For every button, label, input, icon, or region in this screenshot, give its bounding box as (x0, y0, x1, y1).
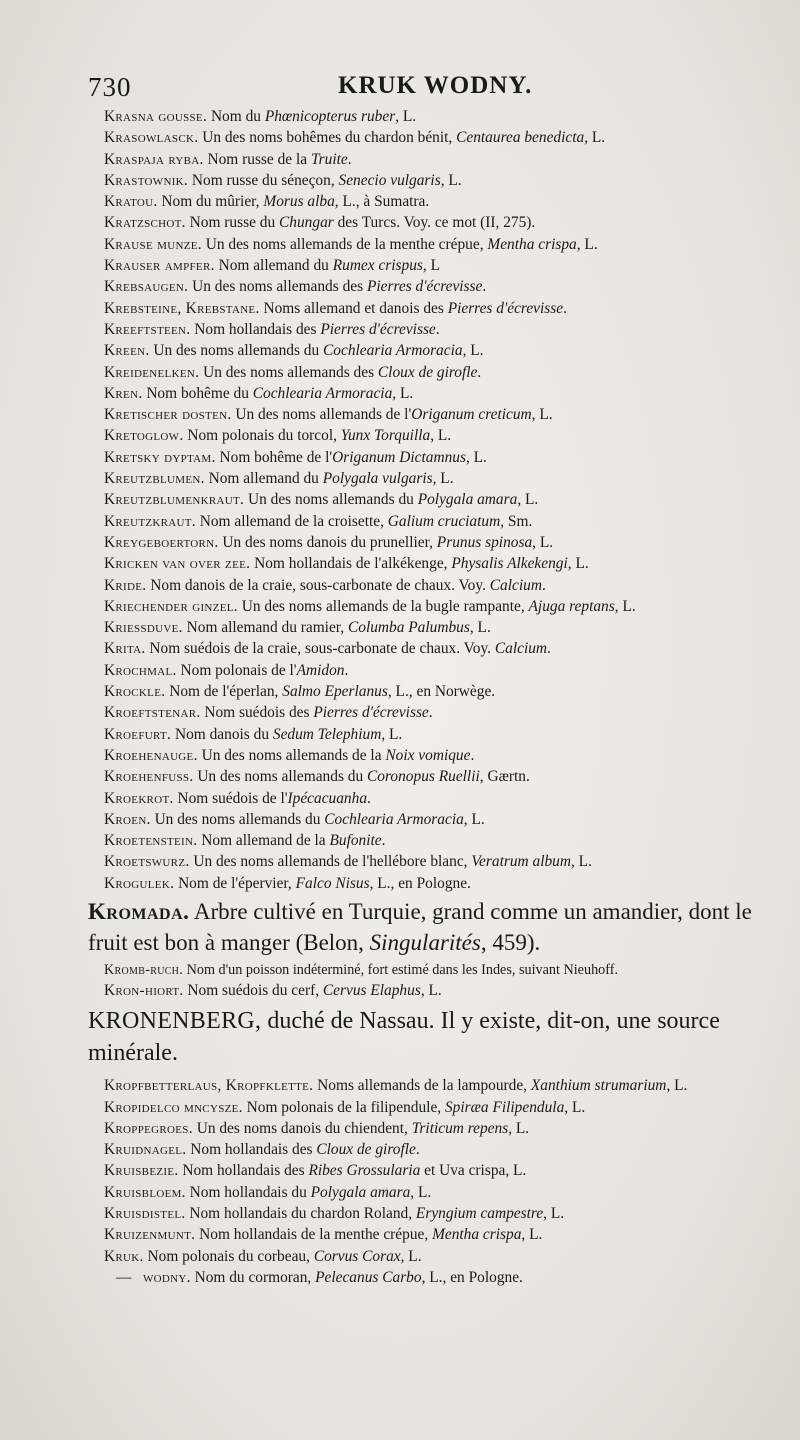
entry-definition: Nom allemand de la croisette, (195, 512, 388, 530)
entry-definition: Nom hollandais des (186, 1141, 317, 1159)
entry-scientific-name: Pierres d'écrevisse (366, 278, 483, 296)
entry-headword: Krockle. (104, 683, 166, 701)
entry-scientific-name: Origanum Dictamnus (332, 448, 466, 466)
entry-headword: Kroen. (104, 810, 151, 828)
entry-scientific-name: Falco Nisus (295, 874, 370, 892)
entry-headword: Kratou. (104, 193, 158, 211)
entry-tail: , L. (463, 810, 485, 828)
entry-scientific-name: Pelecanus Carbo (315, 1268, 422, 1286)
entry-headword: Kretischer dosten. (104, 406, 232, 424)
dictionary-entry (88, 468, 780, 489)
entry-tail: . (344, 661, 349, 679)
dictionary-entry (88, 319, 780, 340)
entry-headword: Kreutzkraut. (104, 512, 196, 530)
entry-tail: . (482, 278, 487, 296)
entry-definition: Nom polonais du torcol, (183, 427, 341, 445)
entry-headword: Kreygeboertorn. (104, 533, 219, 551)
dictionary-entry (88, 298, 780, 319)
entry-scientific-name: Triticum repens (411, 1119, 509, 1137)
entry-headword: Krause munze. (104, 235, 202, 253)
entry-definition: Un des noms allemands des (199, 363, 378, 381)
dictionary-entry (88, 511, 780, 532)
entry-tail: et Uva crispa, L. (420, 1162, 527, 1180)
entry-scientific-name: Bufonite (329, 832, 382, 850)
entry-definition: Nom allemand du (214, 257, 333, 275)
entry-headword: Kroehenauge. (104, 746, 198, 764)
dictionary-entry (88, 575, 780, 596)
entry-tail: . (347, 150, 352, 168)
entry-tail: . (541, 576, 546, 594)
dictionary-entry (88, 447, 780, 468)
dictionary-entry (88, 1182, 780, 1203)
entry-headword: Kromb-ruch. (104, 961, 184, 978)
entry-list-2 (88, 1097, 780, 1267)
entry-scientific-name: Veratrum album (471, 853, 571, 871)
entry-tail: , L. (392, 384, 414, 402)
dictionary-entry (88, 553, 780, 574)
entry-headword: Kreen. (104, 342, 150, 360)
entry-definition: Nom du cormoran, (190, 1268, 316, 1286)
dictionary-entry (88, 532, 780, 553)
entry-tail: , Gærtn. (479, 768, 530, 786)
entry-tail: , L. (410, 1183, 432, 1201)
entry-scientific-name: Chungar (279, 214, 334, 232)
entry-scientific-name: Polygala vulgaris (322, 470, 433, 488)
entry-kromada (88, 896, 780, 958)
entry-definition: Nom bohême du (142, 384, 253, 402)
dictionary-entry (88, 234, 780, 255)
entry-tail: , L. (469, 619, 491, 637)
entry-definition: Un des noms allemands de la bugle rampante, (237, 597, 529, 615)
entry-headword: Kropidelco mncysze. (104, 1098, 243, 1116)
entry-headword: Kroetswurz. (104, 853, 190, 871)
entry-tail: , L., à Sumatra. (334, 193, 430, 211)
entry-scientific-name: Polygala amara (310, 1183, 411, 1201)
dictionary-entry (88, 873, 780, 894)
entry-definition: Un des noms allemands du (244, 491, 418, 509)
entry-scientific-name: Mentha crispa (487, 235, 577, 253)
entry-scientific-name: Cochlearia Armoracia (324, 810, 464, 828)
dictionary-entry (88, 766, 780, 787)
entry-tail: , L. (440, 171, 462, 189)
entry-definition: Nom du (207, 108, 265, 125)
entry-definition: Un des noms allemands du (149, 342, 324, 360)
entry-headword: Kratzschot. (104, 214, 186, 232)
entry-definition: Un des noms allemands du (193, 768, 368, 786)
entry-tail: , L. (576, 235, 598, 253)
entry-headword: wodny. (142, 1268, 191, 1286)
entry-definition: Noms allemand et danois des (259, 299, 448, 317)
entry-headword: Kricken van over zee. (104, 555, 251, 573)
entry-tail: , L. (532, 533, 554, 551)
dictionary-entry (88, 830, 780, 851)
entry-headword: Krasowlasck. (104, 129, 199, 147)
entry-tail: , L. (666, 1077, 688, 1095)
entry-scientific-name: Yunx Torquilla (340, 427, 431, 445)
entry-definition: Nom suédois des (200, 704, 314, 722)
entry-definition: Nom danois de la craie, sous-carbonate de chaux. Voy. (146, 576, 490, 594)
entry-definition: Nom polonais du corbeau, (143, 1247, 314, 1265)
dictionary-entry (88, 596, 780, 617)
entry-tail: . (563, 299, 567, 317)
entry-headword: Kruidnagel. (104, 1141, 187, 1159)
dictionary-entry (88, 1139, 780, 1160)
dictionary-entry (88, 106, 780, 127)
entry-scientific-name: Cervus Elaphus (322, 981, 421, 999)
running-head (88, 72, 760, 106)
entry-scientific-name: Polygala amara (417, 491, 518, 509)
entry-tail: , L. (430, 427, 452, 445)
entry-definition: Nom suédois de l' (173, 789, 288, 807)
dictionary-entry (88, 1118, 780, 1139)
entry-headword: Kruk. (104, 1247, 144, 1265)
entry-scientific-name: Pierres d'écrevisse (313, 704, 429, 722)
entry-definition: Nom hollandais du (185, 1183, 311, 1201)
dictionary-entry (88, 617, 780, 638)
entry-scientific-name: Noix vomique (385, 746, 471, 764)
entry-scientific-name: Physalis Alkekengi (451, 555, 568, 573)
entry-definition: Nom hollandais du chardon Roland, (185, 1205, 416, 1223)
page-number: 730 (88, 72, 132, 102)
entry-scientific-name: Pierres d'écrevisse (320, 320, 436, 338)
entry-definition: Nom polonais de la filipendule, (242, 1098, 445, 1116)
entry-scientific-name: Xanthium strumarium (530, 1077, 667, 1095)
entry-definition: Nom russe de la (203, 150, 311, 168)
entry-tail: , L. (517, 491, 539, 509)
dictionary-entry (88, 660, 780, 681)
entry-tail: , L. (564, 1098, 586, 1116)
entry-tail: , L. (543, 1205, 565, 1223)
entry-headword: Kren. (104, 384, 143, 402)
entry-scientific-name: Cochlearia Armoracia (323, 342, 463, 360)
entry-scientific-name: Sedum Telephium (272, 725, 382, 743)
entry-tail: . (381, 832, 386, 850)
dictionary-entry (88, 1246, 780, 1267)
entry-headword: Kriessduve. (104, 619, 183, 637)
entry-definition: Un des noms allemands de la (197, 746, 386, 764)
entry-headword: Kroehenfuss. (104, 768, 194, 786)
entry-tail: , L. (584, 129, 606, 147)
entry-tail: . (428, 704, 433, 722)
entry-tail: , Sm. (500, 512, 533, 530)
entry-headword: Krasna gousse. (104, 108, 208, 125)
entry-definition: Arbre cultivé en Turquie, grand comme un amandier, dont le fruit est bon à manger (Belon, (88, 898, 752, 955)
entry-definition: Nom du mûrier, (157, 193, 264, 211)
entry-scientific-name: Pierres d'écrevisse (447, 299, 564, 317)
dictionary-entry (88, 127, 780, 148)
entry-definition: Nom d'un poisson indéterminé, fort estimé dans les Indes, suivant Nieuhoff. (183, 961, 619, 978)
entry-definition: Nom hollandais des (190, 320, 321, 338)
entry-scientific-name: Cloux de girofle (316, 1141, 416, 1159)
entry-headword: Kruisbloem. (104, 1183, 186, 1201)
entry-scientific-name: Calcium (489, 576, 542, 594)
entry-headword: Krebsteine, Krebstane. (104, 299, 260, 317)
entry-headword: Kropfbetterlaus, Kropfklette. (104, 1077, 314, 1095)
entry-scientific-name: Centaurea benedicta (456, 129, 585, 147)
entry-headword: Kron-hiort. (104, 981, 184, 999)
entry-scientific-name: Galium cruciatum (387, 512, 501, 530)
entry-headword: Kroppegroes. (104, 1119, 193, 1137)
dictionary-entry (88, 404, 780, 425)
entry-headword: Kreidenelken. (104, 363, 200, 381)
entry-scientific-name: Ribes Grossularia (308, 1162, 421, 1180)
entry-dash: — (116, 1268, 132, 1286)
entry-scientific-name: Amidon (296, 661, 345, 679)
dictionary-entry (88, 383, 780, 404)
entry-headword: Kreeftsteen. (104, 320, 191, 338)
entry-scientific-name: Salmo Eperlanus (282, 683, 388, 701)
dictionary-entry (88, 681, 780, 702)
entry-definition: Nom russe du séneçon, (188, 171, 339, 189)
entry-headword: Kroetenstein. (104, 832, 198, 850)
entry-scientific-name: Mentha crispa (432, 1226, 522, 1244)
entry-definition: Un des noms danois du prunellier, (218, 533, 437, 551)
entry-scientific-name: Morus alba (263, 193, 335, 211)
entry-scientific-name: Origanum creticum (411, 406, 532, 424)
dictionary-entries (88, 106, 780, 1288)
entry-tail: , L. (395, 108, 417, 125)
entry-tail: , L. (614, 597, 636, 615)
entry-kronenberg (88, 1005, 780, 1069)
entry-definition: Nom hollandais des (178, 1162, 309, 1180)
entry-headword: Kriechender ginzel. (104, 597, 238, 615)
entry-scientific-name: Prunus spinosa (436, 533, 533, 551)
dictionary-entry (88, 1097, 780, 1118)
entry-definition: Nom allemand de la (197, 832, 330, 850)
entry-tail: , L. (400, 1247, 422, 1265)
entry-definition: Nom suédois de la craie, sous-carbonate de chaux. Voy. (145, 640, 495, 658)
entry-definition: Nom russe du (185, 214, 280, 232)
entry-kropfbetterlaus (88, 1075, 780, 1096)
entry-tail: , L. (462, 342, 484, 360)
entry-scientific-name: Cochlearia Armoracia (252, 384, 393, 402)
entry-definition: Nom hollandais de la menthe crépue, (195, 1226, 433, 1244)
entry-headword: Krastownik. (104, 171, 189, 189)
entry-scientific-name: Phœnicopterus ruber (264, 108, 396, 125)
entry-tail: , L., en Norwège. (387, 683, 496, 701)
entry-tail: , L., en Pologne. (421, 1268, 523, 1286)
entry-definition: duché de Nassau. Il y existe, dit-on, une source minérale. (88, 1008, 720, 1067)
entry-tail: , L. (381, 725, 403, 743)
dictionary-entry (88, 745, 780, 766)
entry-definition: Un des noms danois du chiendent, (192, 1119, 412, 1137)
entry-kron-hiort (88, 980, 780, 1001)
entry-tail: . (435, 320, 440, 338)
entry-headword: Krebsaugen. (104, 278, 189, 296)
entry-headword: Kroefurt. (104, 725, 172, 743)
entry-headword: Krogulek. (104, 874, 175, 892)
entry-definition: Noms allemands de la lampourde, (313, 1077, 531, 1095)
dictionary-entry (88, 276, 780, 297)
entry-scientific-name: Truite (310, 150, 348, 168)
entry-definition: Un des noms allemands des (188, 278, 367, 296)
dictionary-entry (88, 1203, 780, 1224)
entry-tail: , L. (570, 853, 592, 871)
entry-scientific-name: Cloux de girofle (377, 363, 478, 381)
dictionary-entry (88, 255, 780, 276)
entry-scientific-name: Senecio vulgaris (338, 171, 441, 189)
entry-scientific-name: Eryngium campestre (415, 1205, 544, 1223)
entry-scientific-name: Coronopus Ruellii (367, 768, 480, 786)
entry-tail: , L. (432, 470, 454, 488)
dictionary-entry (88, 362, 780, 383)
entry-tail: , L (422, 257, 441, 275)
entry-reference: Singularités (369, 929, 481, 955)
entry-headword: KRONENBERG, (88, 1008, 262, 1035)
entry-definition: Nom allemand du ramier, (182, 619, 348, 637)
dictionary-entry (88, 788, 780, 809)
entry-definition: Un des noms allemands de l' (231, 406, 412, 424)
entry-headword: Kreutzblumen. (104, 470, 205, 488)
dictionary-entry (88, 851, 780, 872)
entry-tail: . (415, 1141, 420, 1159)
dictionary-entry (88, 425, 780, 446)
entry-headword: Kreutzblumenkraut. (104, 491, 245, 509)
entry-definition: Nom polonais de l' (176, 661, 297, 679)
entry-tail: . (477, 363, 482, 381)
entry-headword: Kruizenmunt. (104, 1226, 196, 1244)
entry-headword: Kroekrot. (104, 789, 174, 807)
entry-definition: Un des noms allemands de la menthe crépue, (201, 235, 488, 253)
dictionary-entry (88, 170, 780, 191)
dictionary-entry (88, 702, 780, 723)
entry-tail: des Turcs. Voy. ce mot (II, 275). (333, 214, 536, 232)
entry-scientific-name: Ajuga reptans (528, 597, 615, 615)
entry-headword: Kride. (104, 576, 147, 594)
entry-headword: Kraspaja ryba. (104, 150, 204, 168)
dictionary-entry (88, 191, 780, 212)
entry-headword: Kruisbezie. (104, 1162, 179, 1180)
entry-definition: Nom bohême de l' (215, 448, 333, 466)
entry-tail: , 459). (480, 929, 541, 955)
entry-tail: . (470, 746, 475, 764)
entry-tail: . (367, 789, 371, 807)
entry-tail: , L., en Pologne. (369, 874, 471, 892)
entry-definition: Nom allemand du (204, 470, 323, 488)
entry-definition: Nom de l'épervier, (174, 874, 296, 892)
entry-definition: Nom danois du (171, 725, 273, 743)
entry-tail: , L. (567, 555, 589, 573)
entry-scientific-name: Ipécacuanha (287, 789, 368, 807)
running-title: KRUK WODNY. (338, 72, 533, 99)
entry-tail: , L. (465, 448, 487, 466)
dictionary-entry (88, 340, 780, 361)
dictionary-entry (88, 1160, 780, 1181)
entry-headword: Kroeftstenar. (104, 704, 201, 722)
entry-headword: Krita. (104, 640, 146, 658)
dictionary-entry (88, 489, 780, 510)
entry-definition: Un des noms allemands du (150, 810, 325, 828)
entry-kruk-wodny (88, 1267, 780, 1288)
entry-scientific-name: Corvus Corax (313, 1247, 401, 1265)
dictionary-entry (88, 638, 780, 659)
entry-list-1 (88, 106, 780, 894)
entry-headword: Kretsky dyptam. (104, 448, 216, 466)
entry-scientific-name: Columba Palumbus (348, 619, 470, 637)
entry-headword: Kromada. (88, 898, 190, 924)
entry-tail: , L. (531, 406, 553, 424)
dictionary-entry (88, 724, 780, 745)
entry-scientific-name: Rumex crispus (332, 257, 423, 275)
dictionary-entry (88, 212, 780, 233)
entry-kromb-ruch (88, 960, 780, 980)
entry-definition: Un des noms bohêmes du chardon bénit, (198, 129, 457, 147)
entry-scientific-name: Spiræa Filipendula (444, 1098, 565, 1116)
entry-headword: Krauser ampfer. (104, 257, 215, 275)
entry-tail: , L. (508, 1119, 530, 1137)
entry-scientific-name: Calcium (494, 640, 548, 658)
entry-tail: , L. (420, 981, 442, 999)
entry-definition: Nom hollandais de l'alkékenge, (250, 555, 452, 573)
entry-definition: Nom de l'éperlan, (165, 683, 283, 701)
entry-headword: Krochmal. (104, 661, 177, 679)
entry-headword: Kruisdistel. (104, 1205, 186, 1223)
dictionary-entry (88, 1224, 780, 1245)
entry-tail: . (547, 640, 551, 658)
entry-headword: Kretoglow. (104, 427, 184, 445)
entry-definition: Un des noms allemands de l'hellébore blanc, (189, 853, 472, 871)
dictionary-entry (88, 809, 780, 830)
dictionary-entry (88, 149, 780, 170)
entry-definition: Nom suédois du cerf, (183, 981, 323, 999)
entry-tail: , L. (521, 1226, 543, 1244)
